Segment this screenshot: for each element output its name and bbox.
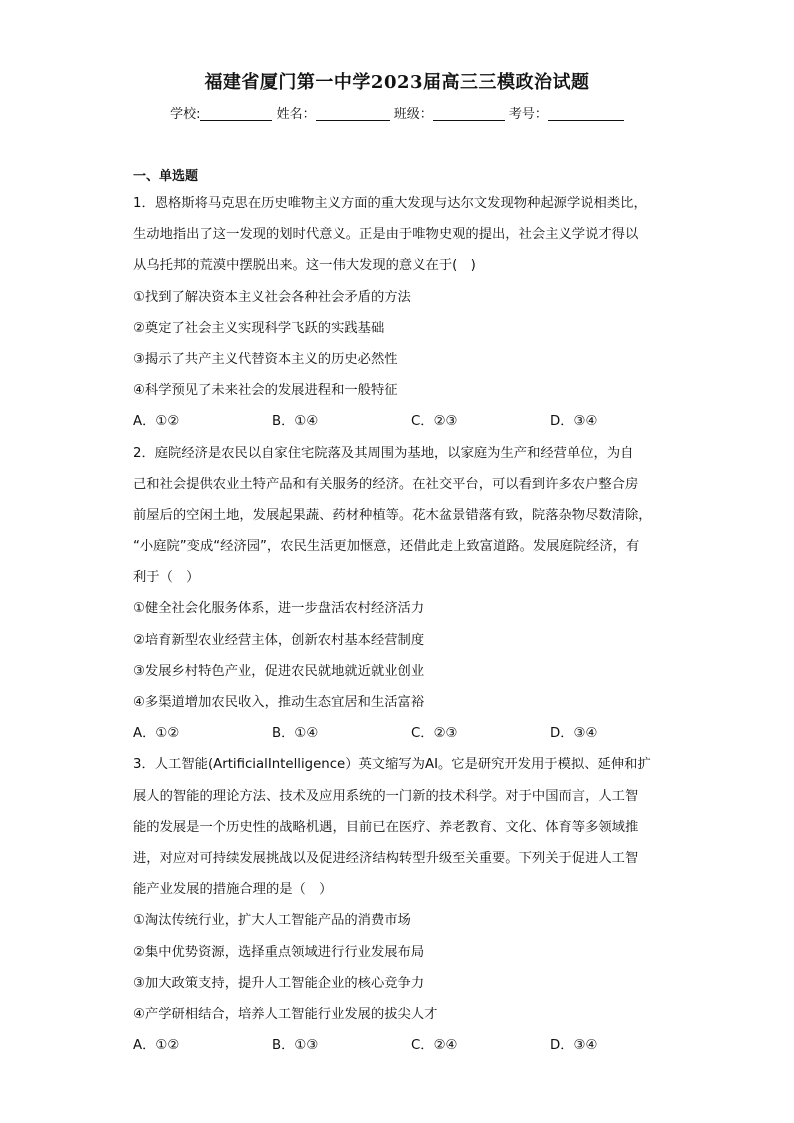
name-blank[interactable] xyxy=(316,106,390,121)
name-label: 姓名： xyxy=(276,107,316,122)
statement: ①淘汰传统行业，扩大人工智能产品的消费市场 xyxy=(133,913,411,929)
class-label: 班级： xyxy=(393,107,433,122)
option-b[interactable]: B．①④ xyxy=(272,414,319,430)
option-a[interactable]: A．①② xyxy=(133,1038,180,1054)
statement: ②培育新型农业经营主体，创新农村基本经营制度 xyxy=(133,632,425,648)
statement: ②集中优势资源，选择重点领域进行行业发展布局 xyxy=(133,944,425,960)
exam-title: 福建省厦门第一中学2023届高三三模政治试题 xyxy=(204,72,590,93)
question-3 xyxy=(133,749,673,1061)
question-2 xyxy=(133,438,673,750)
option-d[interactable]: D．③④ xyxy=(550,1038,598,1054)
question-text-line: 己和社会提供农业土特产品和有关服务的经济。在社交平台，可以看到许多农户整合房 xyxy=(133,476,639,492)
statement: ④科学预见了未来社会的发展进程和一般特征 xyxy=(133,383,398,399)
section-title: 一、单选题 xyxy=(133,169,199,184)
school-blank[interactable] xyxy=(200,106,272,121)
statement: ④产学研相结合，培养人工智能行业发展的拔尖人才 xyxy=(133,1006,438,1022)
question-text-line: 2．庭院经济是农民以自家住宅院落及其周围为基地，以家庭为生产和经营单位，为自 xyxy=(133,445,634,461)
student-info-line xyxy=(0,103,794,122)
statement: ③揭示了共产主义代替资本主义的历史必然性 xyxy=(133,351,398,367)
answer-options xyxy=(133,406,673,437)
option-c[interactable]: C．②③ xyxy=(411,414,458,430)
question-1 xyxy=(133,188,673,438)
statement: ①找到了解决资本主义社会各种社会矛盾的方法 xyxy=(133,289,411,305)
statement: ④多渠道增加农民收入，推动生态宜居和生活富裕 xyxy=(133,695,425,710)
option-c[interactable]: C．②④ xyxy=(411,1038,458,1054)
option-d[interactable]: D．③④ xyxy=(550,414,598,430)
class-blank[interactable] xyxy=(433,106,505,121)
question-text-line: 3．人工智能(ArtificialIntelligence）英文缩写为AI。它是研究开发用于模拟、延伸和扩 xyxy=(133,757,651,773)
exam-number-label: 考号： xyxy=(508,107,548,122)
option-b[interactable]: B．①③ xyxy=(272,1038,319,1054)
exam-number-blank[interactable] xyxy=(548,106,624,121)
option-d[interactable]: D．③④ xyxy=(550,726,598,742)
questions-container xyxy=(133,188,673,1061)
question-text-line: “小庭院”变成“经济园”，农民生活更加惬意，还借此走上致富道路。发展庭院经济，有 xyxy=(133,539,640,555)
question-text-line: 能的发展是一个历史性的战略机遇，目前已在医疗、养老教育、文化、体育等多领域推 xyxy=(133,819,639,835)
option-b[interactable]: B．①④ xyxy=(272,726,319,742)
answer-options xyxy=(133,718,673,749)
statement: ②奠定了社会主义实现科学飞跃的实践基础 xyxy=(133,320,385,336)
question-text-line: 利于（ ） xyxy=(133,570,200,586)
question-text-line: 前屋后的空闲土地，发展起果蔬、药材种植等。花木盆景错落有致，院落杂物尽数清除， xyxy=(133,507,652,523)
option-a[interactable]: A．①② xyxy=(133,414,180,430)
question-text-line: 生动地指出了这一发现的划时代意义。正是由于唯物史观的提出，社会主义学说才得以 xyxy=(133,227,639,243)
school-label: 学校: xyxy=(170,107,201,122)
question-text-line: 进，对应对可持续发展挑战以及促进经济结构转型升级至关重要。下列关于促进人工智 xyxy=(133,850,639,866)
question-text-line: 展人的智能的理论方法、技术及应用系统的一门新的技术科学。对于中国而言，人工智 xyxy=(133,788,639,804)
option-c[interactable]: C．②③ xyxy=(411,726,458,742)
answer-options xyxy=(133,1030,673,1061)
statement: ①健全社会化服务体系，进一步盘活农村经济活力 xyxy=(133,601,425,617)
question-text-line: 从乌托邦的荒漠中摆脱出来。这一伟大发现的意义在于( ) xyxy=(133,258,476,274)
statement: ③加大政策支持，提升人工智能企业的核心竞争力 xyxy=(133,975,425,991)
option-a[interactable]: A．①② xyxy=(133,726,180,742)
question-text-line: 能产业发展的措施合理的是（ ） xyxy=(133,882,333,898)
statement: ③发展乡村特色产业，促进农民就地就近就业创业 xyxy=(133,663,425,679)
question-text-line: 1．恩格斯将马克思在历史唯物主义方面的重大发现与达尔文发现物种起源学说相类比， xyxy=(133,196,647,211)
